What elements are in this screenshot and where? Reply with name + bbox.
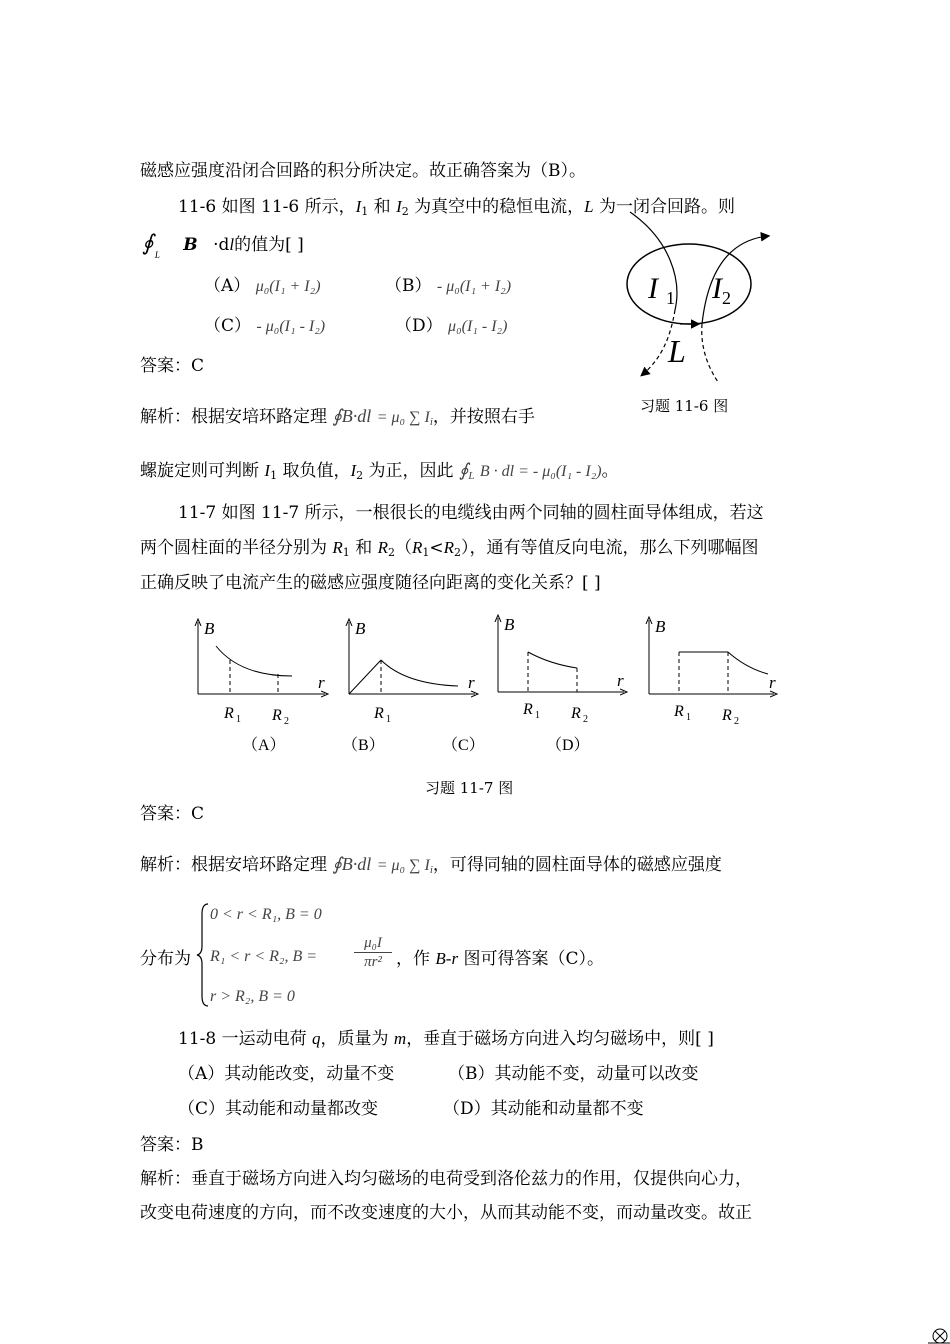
figure-caption: 习题 11-7 图 <box>425 779 514 797</box>
option-d: （D） μ₀(I₁ - I₂) <box>395 316 508 336</box>
svg-text:R: R <box>272 707 282 724</box>
svg-text:2: 2 <box>284 716 289 727</box>
answer-11-6: 答案：C <box>140 356 205 376</box>
option-b: （B） - μ₀(I₁ + I₂) <box>385 276 512 296</box>
svg-text:1: 1 <box>386 714 391 725</box>
I2-label: I <box>712 272 722 305</box>
question-11-7-c: 正确反映了电流产生的磁感应强度随径向距离的变化关系？[ ] <box>140 573 601 593</box>
fraction: μ₀I πr² <box>354 934 392 971</box>
question-11-6: 11-6 如图 11-6 所示，$I_1$ 和 $I_2$ 为真空中的稳恒电流，L 为一闭合回路。则 <box>178 197 736 218</box>
case-1: 0 < r < R₁, B = 0 <box>210 906 322 923</box>
svg-text:R: R <box>722 707 732 724</box>
svg-text:r: r <box>318 673 325 692</box>
explanation-11-8-b: 改变电荷速度的方向，而不改变速度的大小，从而其动能不变，而动量改变。故正 <box>140 1203 752 1223</box>
graph-label-a: （A） <box>242 737 286 754</box>
svg-text:1: 1 <box>686 712 691 723</box>
loop-L <box>627 244 751 324</box>
graph-c <box>498 615 624 725</box>
I1-label: I <box>648 272 658 305</box>
graph-label-d: （D） <box>546 737 590 754</box>
explanation-11-7: 解析：根据安培环路定理 ∮B·dl = μ₀ ∑ $I_i$，可得同轴的圆柱面导体的磁感应强度 <box>140 854 722 876</box>
integral-expression: ∮ $_L$ B ·dl的值为[ ] <box>142 231 304 260</box>
cross-circle-icon <box>928 1326 950 1344</box>
explanation-11-6: 解析：根据安培环路定理 ∮B·dl = μ₀ ∑ $I_i$，并按照右手 <box>140 406 535 428</box>
answer-11-8: 答案：B <box>140 1135 204 1155</box>
figure-11-7 <box>180 612 800 762</box>
figure-11-6 <box>600 200 790 420</box>
svg-text:2: 2 <box>734 716 739 727</box>
explanation-11-7-end: ，作 B-r 图可得答案（C）。 <box>396 949 604 969</box>
svg-text:r: r <box>617 671 624 690</box>
graph-b <box>349 619 475 725</box>
option-c: （C） - μ₀(I₁ - I₂) <box>204 316 326 336</box>
explanation-11-8: 解析：垂直于磁场方向进入均匀磁场的电荷受到洛伦兹力的作用，仅提供向心力， <box>140 1169 752 1189</box>
graph-d <box>649 617 776 727</box>
explanation-11-6-b: 螺旋定则可判断 $I_1$ 取负值，$I_2$ 为正，因此 $∮_L$ B · dl = - μ₀(I₁ - I₂)。 <box>140 460 619 482</box>
distribution-label: 分布为 <box>140 949 191 969</box>
option-b: （B）其动能不变，动量可以改变 <box>448 1064 699 1084</box>
svg-text:B: B <box>504 615 515 634</box>
svg-text:R: R <box>224 705 234 722</box>
question-11-8: 11-8 一运动电荷 q，质量为 m，垂直于磁场方向进入均匀磁场中，则[ ] <box>178 1029 714 1049</box>
case-3: r > R₂, B = 0 <box>210 988 295 1005</box>
svg-text:R: R <box>571 705 581 722</box>
option-d: （D）其动能和动量都不变 <box>443 1099 644 1119</box>
svg-text:r: r <box>468 673 475 692</box>
svg-text:B: B <box>355 619 366 638</box>
graph-label-b: （B） <box>342 737 385 754</box>
svg-text:2: 2 <box>722 288 731 308</box>
option-a: （A） μ₀(I₁ + I₂) <box>204 276 321 296</box>
case-2: R₁ < r < R₂, B = <box>210 948 318 965</box>
svg-text:B: B <box>655 617 666 636</box>
svg-text:1: 1 <box>236 714 241 725</box>
question-11-7-b: 两个圆柱面的半径分别为 $R_1$ 和 $R_2(R_1<R_2)$，通有等值反向电流，那么下列哪幅图 <box>140 538 759 559</box>
svg-text:r: r <box>769 673 776 692</box>
svg-text:R: R <box>523 701 533 718</box>
L-label: L <box>668 333 686 369</box>
option-c: （C）其动能和动量都改变 <box>178 1099 379 1119</box>
graph-label-c: （C） <box>442 737 485 754</box>
svg-text:1: 1 <box>666 288 675 308</box>
answer-11-7: 答案：C <box>140 804 205 824</box>
svg-text:2: 2 <box>583 714 588 725</box>
question-11-7: 11-7 如图 11-7 所示，一根很长的电缆线由两个同轴的圆柱面导体组成，若这 <box>178 503 764 523</box>
svg-text:R: R <box>374 705 384 722</box>
svg-text:1: 1 <box>535 710 540 721</box>
svg-text:B: B <box>204 619 215 638</box>
text-line: 磁感应强度沿闭合回路的积分所决定。故正确答案为（B）。 <box>140 161 586 181</box>
graph-a <box>198 619 325 727</box>
closed-integral-icon: ∮ <box>142 231 154 256</box>
figure-caption: 习题 11-6 图 <box>640 397 729 415</box>
option-a: （A）其动能改变，动量不变 <box>178 1064 395 1084</box>
svg-text:R: R <box>674 703 684 720</box>
